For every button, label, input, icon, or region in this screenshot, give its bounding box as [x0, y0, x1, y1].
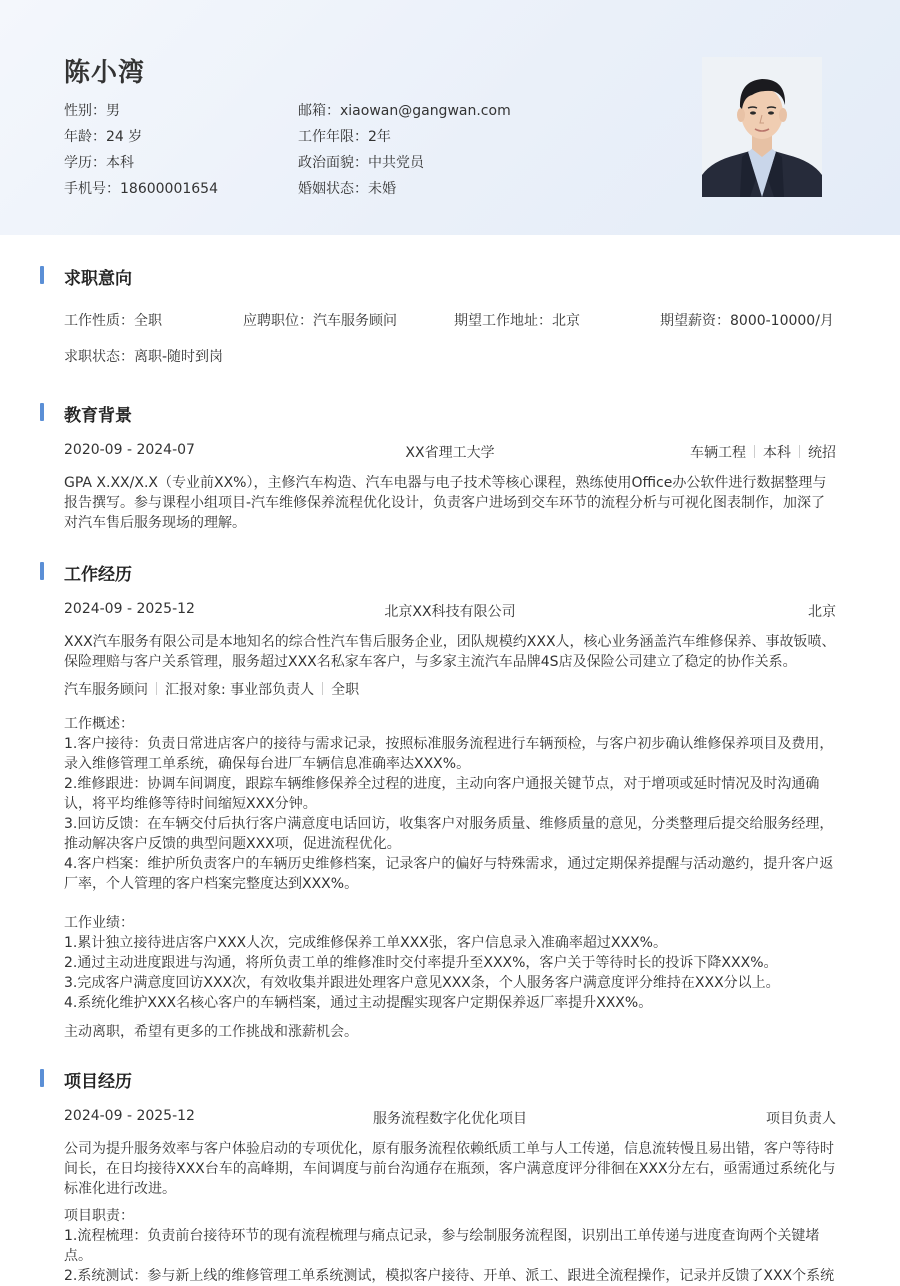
project-description: 公司为提升服务效率与客户体验启动的专项优化，原有服务流程依赖纸质工单与人工传递，信息流转慢且易出错，客户等待时间长，在日均接待XXX台车的高峰期，车间调度与前台沟通存在瓶颈，客户满意度评分徘徊在XXX分左右，亟需通过系统化与标准化进行改进。 [64, 1141, 836, 1197]
work-overview-item: 1.客户接待：负责日常进店客户的接待与需求记录，按照标准服务流程进行车辆预检，与客户初步确认维修保养项目及费用，录入维修管理工单系统，确保每台进厂车辆信息准确率达XXX%。 [64, 736, 834, 772]
work-header-row [64, 601, 836, 621]
education-school: XX省理工大学 [405, 445, 495, 461]
work-overview [64, 714, 836, 894]
section-title-education: 教育背景 [40, 401, 132, 423]
work-achievement-item: 2.通过主动进度跟进与沟通，将所负责工单的维修准时交付率提升至XXX%，客户关于等待时长的投诉下降XXX%。 [64, 955, 778, 971]
intent-position: 应聘职位：汽车服务顾问 [243, 313, 397, 329]
intent-location: 期望工作地址：北京 [454, 313, 580, 329]
work-tags: 汽车服务顾问 汇报对象: 事业部负责人 全职 [64, 682, 360, 698]
info-phone: 手机号：18600001654 [64, 181, 218, 197]
work-overview-item: 2.维修跟进：协调车间调度，跟踪车辆维修保养全过程的进度，主动向客户通报关键节点，对于增项或延时情况及时沟通确认，将平均维修等待时间缩短XXX分钟。 [64, 776, 820, 812]
intent-salary: 期望薪资：8000-10000/月 [660, 313, 834, 329]
project-duty-item: 1.流程梳理：负责前台接待环节的现有流程梳理与痛点记录，参与绘制服务流程图，识别出工单传递与进度查询两个关键堵点。 [64, 1228, 820, 1264]
project-name: 服务流程数字化优化项目 [373, 1111, 527, 1127]
avatar [702, 57, 822, 197]
section-title-work: 工作经历 [40, 560, 132, 582]
section-marker [40, 266, 44, 284]
work-achievements [64, 913, 836, 1013]
info-work-years: 工作年限：2年 [298, 129, 391, 145]
info-marital: 婚姻状态：未婚 [298, 181, 396, 197]
education-header-row [64, 442, 836, 462]
work-overview-item: 3.回访反馈：在车辆交付后执行客户满意度电话回访，收集客户对服务质量、维修质量的意见，分类整理后提交给服务经理，推动解决客户反馈的典型问题XXX项，促进流程优化。 [64, 816, 834, 852]
work-achievement-item: 4.系统化维护XXX名核心客户的车辆档案，通过主动提醒实现客户定期保养返厂率提升XXX%。 [64, 995, 653, 1011]
project-header-row [64, 1108, 836, 1128]
section-marker [40, 562, 44, 580]
project-duties-title: 项目职责： [64, 1208, 134, 1224]
work-achievement-item: 3.完成客户满意度回访XXX次，有效收集并跟进处理客户意见XXX条，个人服务客户满意度评分维持在XXX分以上。 [64, 975, 780, 991]
info-age: 年龄：24 岁 [64, 129, 143, 145]
project-role: 项目负责人 [766, 1111, 836, 1127]
intent-status: 求职状态：离职-随时到岗 [64, 349, 224, 365]
education-date: 2020-09 - 2024-07 [64, 442, 195, 458]
project-duty-item: 2.系统测试：参与新上线的维修管理工单系统测试，模拟客户接待、开单、派工、跟进全流程操作，记录并反馈了XXX个系统 [64, 1268, 835, 1284]
info-email[interactable]: 邮箱：xiaowan@gangwan.com [298, 103, 511, 119]
work-achievements-title: 工作业绩： [64, 915, 134, 931]
project-date: 2024-09 - 2025-12 [64, 1108, 195, 1124]
info-gender: 性别：男 [64, 103, 120, 119]
work-achievement-item: 1.累计独立接待进店客户XXX人次，完成维修保养工单XXX张，客户信息录入准确率超过XXX%。 [64, 935, 667, 951]
portrait-image [702, 57, 822, 197]
work-company-description: XXX汽车服务有限公司是本地知名的综合性汽车售后服务企业，团队规模约XXX人，核心业务涵盖汽车维修保养、事故钣喷、保险理赔与客户关系管理，服务超过XXX名私家车客户，与多家主流汽车品牌4S店及保险公司建立了稳定的协作关系。 [64, 634, 836, 670]
work-date: 2024-09 - 2025-12 [64, 601, 195, 617]
section-title-project: 项目经历 [40, 1067, 132, 1089]
work-leave-reason: 主动离职，希望有更多的工作挑战和涨薪机会。 [64, 1024, 358, 1040]
work-overview-item: 4.客户档案：维护所负责客户的车辆历史维修档案，记录客户的偏好与特殊需求，通过定期保养提醒与活动邀约，提升客户返厂率，个人管理的客户档案完整度达到XXX%。 [64, 856, 834, 892]
work-city: 北京 [808, 604, 836, 620]
candidate-name: 陈小湾 [64, 58, 146, 88]
info-education: 学历：本科 [64, 155, 134, 171]
project-duties [64, 1206, 836, 1286]
section-marker [40, 403, 44, 421]
education-tags: 车辆工程 本科 统招 [690, 445, 836, 461]
work-overview-title: 工作概述： [64, 716, 134, 732]
info-political: 政治面貌：中共党员 [298, 155, 424, 171]
intent-work-type: 工作性质：全职 [64, 313, 162, 329]
section-title-intent: 求职意向 [40, 264, 132, 286]
section-marker [40, 1069, 44, 1087]
education-description: GPA X.XX/X.X（专业前XX%），主修汽车构造、汽车电器与电子技术等核心课程，熟练使用Office办公软件进行数据整理与报告撰写。参与课程小组项目-汽车维修保养流程优化设计，负责客户进场到交车环节的流程分析与可视化图表制作，加深了对汽车售后服务现场的理解。 [64, 475, 827, 531]
resume-header [0, 0, 900, 235]
work-company: 北京XX科技有限公司 [384, 604, 516, 620]
